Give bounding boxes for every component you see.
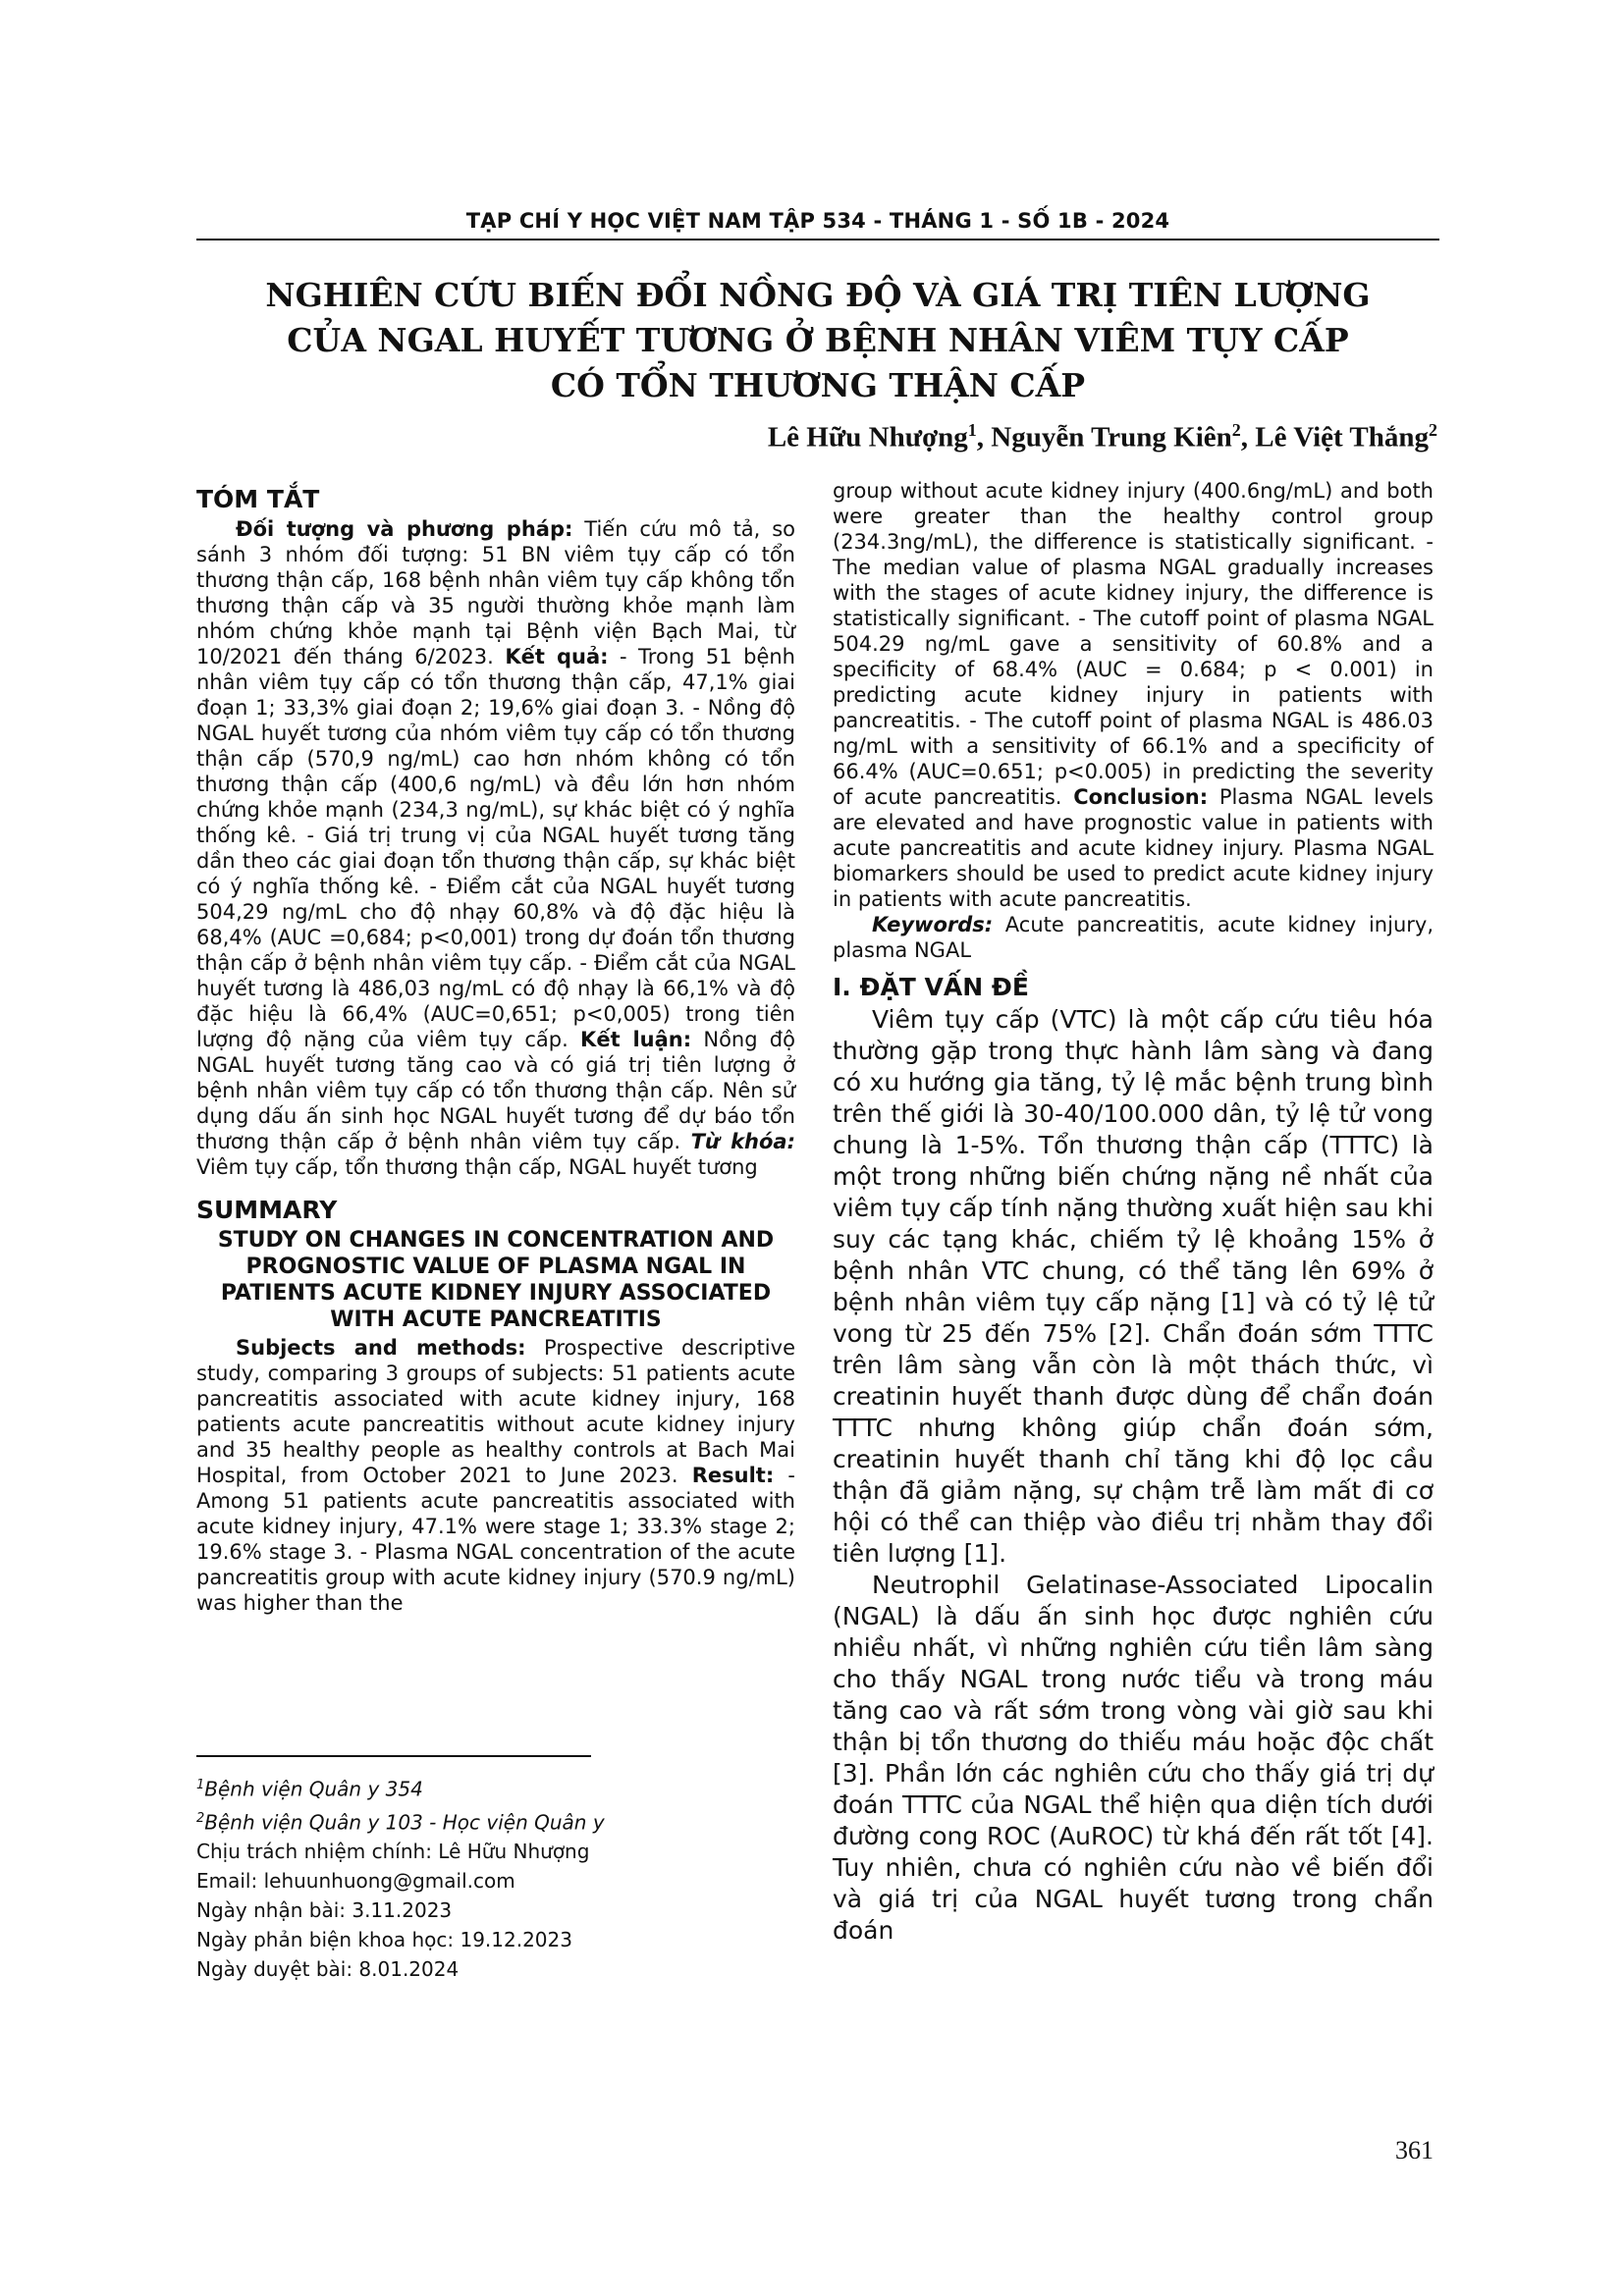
article-title bbox=[216, 273, 1420, 408]
en-keywords-label: Keywords: bbox=[872, 913, 994, 936]
vn-results-text: - Trong 51 bệnh nhân viêm tụy cấp có tổn thương thận cấp, 47,1% giai đoạn 1; 33,3% giai đoạn 2; 19,6% giai đoạn 3. - Nồng độ NGAL huyết tương của nhóm viêm tụy cấp có tổn thương thận cấp (570,9 ng/mL) cao hơn nhóm không có tổn thương thận cấp (400,6 ng/mL) và đều lớn hơn nhóm chứng khỏe mạnh (234,3 ng/mL), sự khác biệt có ý nghĩa thống kê. - Giá trị trung vị của NGAL huyết tương tăng dần theo các giai đoạn tổn thương thận cấp, sự khác biệt có ý nghĩa thống kê. - Điểm cắt của NGAL huyết tương 504,29 ng/mL cho độ nhạy 60,8% và độ đặc hiệu là 68,4% (AUC =0,684; p<0,001) trong dự đoán tổn thương thận cấp ở bệnh nhân viêm tụy cấp. - Điểm cắt của NGAL huyết tương là 486,03 ng/mL có độ nhạy là 66,1% và độ đặc hiệu là 66,4% (AUC=0,651; p<0,005) trong tiên lượng độ nặng của viêm tụy cấp. bbox=[196, 645, 795, 1051]
en-conclusion-text: Plasma NGAL levels are elevated and have prognostic value in patients with acute pancreatitis and acute kidney injury. Plasma NGAL biomarkers should be used to predict acute kidney injury in patients with acute pancreatitis. bbox=[833, 785, 1434, 911]
footnote-email: Email: lehuunhuong@gmail.com bbox=[196, 1869, 515, 1894]
section-1-paragraph-1: Viêm tụy cấp (VTC) là một cấp cứu tiêu hóa thường gặp trong thực hành lâm sàng và đang có xu hướng gia tăng, tỷ lệ mắc bệnh trung bình trên thế giới là 30-40/100.000 dân, tỷ lệ tử vong chung là 1-5%. Tổn thương thận cấp (TTTC) là một trong những biến chứng nặng nề nhất của viêm tụy cấp tính nặng thường xuất hiện sau khi suy các tạng khác, chiếm tỷ lệ khoảng 15% ở bệnh nhân VTC chung, có thể tăng lên 69% ở bệnh nhân viêm tụy cấp nặng [1] và có tỷ lệ tử vong từ 25 đến 75% [2]. Chẩn đoán sớm TTTC trên lâm sàng vẫn còn là một thách thức, vì creatinin huyết thanh được dùng để chẩn đoán TTTC nhưng không giúp chẩn đoán sớm, creatinin huyết thanh chỉ tăng khi độ lọc cầu thận đã giảm nặng, sự chậm trễ làm mất đi cơ hội có thể can thiệp vào điều trị nhằm thay đổi tiên lượng [1]. bbox=[833, 1005, 1434, 1568]
section-1-heading: I. ĐẶT VẤN ĐỀ bbox=[833, 973, 1029, 1001]
en-results-text-left: - Among 51 patients acute pancreatitis associated with acute kidney injury, 47.1% were stage 1; 33.3% stage 2; 19.6% stage 3. - Plasma NGAL concentration of the acute pancreatitis group with acute kidney injury (570.9 ng/mL) was higher than the bbox=[196, 1464, 795, 1615]
page-number: 361 bbox=[1395, 2136, 1434, 2164]
vn-results-label: Kết quả: bbox=[505, 645, 609, 668]
en-keywords-text: Acute pancreatitis, acute kidney injury, plasma NGAL bbox=[833, 913, 1434, 962]
vn-keywords-label: Từ khóa: bbox=[690, 1130, 795, 1153]
en-results-text-right: group without acute kidney injury (400.6ng/mL) and both were greater than the healthy control group (234.3ng/mL), the difference is statistically significant. - The median value of plasma NGAL gradually increases with the stages of acute kidney injury, the difference is statistically significant. - The cutoff point of plasma NGAL 504.29 ng/mL gave a sensitivity of 60.8% and a specificity of 68.4% (AUC = 0.684; p < 0.001) in predicting acute kidney injury in patients with pancreatitis. - The cutoff point of plasma NGAL is 486.03 ng/mL with a sensitivity of 66.1% and a specificity of 66.4% (AUC=0.651; p<0.005) in predicting the severity of acute pancreatitis. bbox=[833, 479, 1434, 809]
right-column bbox=[833, 478, 1434, 1947]
author-3-affil: 2 bbox=[1429, 420, 1437, 440]
footnotes bbox=[196, 1771, 795, 1984]
en-methods-label: Subjects and methods: bbox=[236, 1336, 526, 1360]
summary-body-left bbox=[196, 1335, 795, 1616]
journal-header: TẠP CHÍ Y HỌC VIỆT NAM TẬP 534 - THÁNG 1 - SỐ 1B - 2024 bbox=[465, 209, 1170, 233]
section-1-paragraph-2: Neutrophil Gelatinase-Associated Lipocalin (NGAL) là dấu ấn sinh học được nghiên cứu nhiều nhất, vì những nghiên cứu tiền lâm sàng cho thấy NGAL trong nước tiểu và trong máu tăng cao và rất sớm trong vòng vài giờ sau khi thận bị tổn thương do thiếu máu hoặc độc chất [3]. Phần lớn các nghiên cứu cho thấy giá trị dự đoán TTTC của NGAL thể hiện qua diện tích dưới đường cong ROC (AuROC) từ khá đến rất tốt [4]. Tuy nhiên, chưa có nghiên cứu nào về biến đổi và giá trị của NGAL huyết tương trong chẩn đoán bbox=[833, 1571, 1434, 1945]
en-keywords bbox=[833, 912, 1434, 963]
summary-body-right bbox=[833, 478, 1434, 912]
en-conclusion-label: Conclusion: bbox=[1073, 785, 1209, 809]
author-2-affil: 2 bbox=[1231, 420, 1241, 440]
footnote-reviewed: Ngày phản biện khoa học: 19.12.2023 bbox=[196, 1928, 572, 1952]
vn-conclusion-label: Kết luận: bbox=[580, 1028, 692, 1051]
author-3: Lê Việt Thắng bbox=[1255, 421, 1429, 454]
author-2: Nguyễn Trung Kiên bbox=[991, 421, 1232, 454]
footnote-received: Ngày nhận bài: 3.11.2023 bbox=[196, 1898, 453, 1923]
summary-title: STUDY ON CHANGES IN CONCENTRATION AND PROGNOSTIC VALUE OF PLASMA NGAL IN PATIENTS ACUTE KIDNEY INJURY ASSOCIATED WITH ACUTE PANCREATITIS bbox=[217, 1228, 775, 1332]
title-line-3: CÓ TỔN THƯƠNG THẬN CẤP bbox=[550, 366, 1086, 404]
vn-conclusion-text: Nồng độ NGAL huyết tương tăng cao và có giá trị tiên lượng ở bệnh nhân viêm tụy cấp có tổn thương thận cấp. Nên sử dụng dấu ấn sinh học NGAL huyết tương để dự báo tổn thương thận cấp ở bệnh nhân viêm tụy cấp. bbox=[196, 1028, 795, 1153]
footnote-responsible: Chịu trách nhiệm chính: Lê Hữu Nhượng bbox=[196, 1840, 590, 1864]
footnote-affiliation-1: $^1$Bệnh viện Quân y 354 bbox=[196, 1777, 423, 1801]
vn-methods-label: Đối tượng và phương pháp: bbox=[236, 517, 573, 541]
author-sep: , bbox=[976, 421, 992, 454]
author-sep: , bbox=[1240, 421, 1256, 454]
abstract-vn-heading: TÓM TẮT bbox=[196, 485, 320, 513]
title-line-2: CỦA NGAL HUYẾT TƯƠNG Ở BỆNH NHÂN VIÊM TỤY CẤP bbox=[287, 321, 1349, 359]
authors-line bbox=[768, 420, 1437, 454]
author-1-affil: 1 bbox=[967, 420, 977, 440]
vn-keywords-text: Viêm tụy cấp, tổn thương thận cấp, NGAL huyết tương bbox=[196, 1155, 758, 1179]
en-results-label: Result: bbox=[691, 1464, 775, 1487]
title-line-1: NGHIÊN CỨU BIẾN ĐỔI NỒNG ĐỘ VÀ GIÁ TRỊ TIÊN LƯỢNG bbox=[265, 276, 1371, 314]
header-rule bbox=[196, 239, 1439, 240]
footnote-affiliation-2: $^2$Bệnh viện Quân y 103 - Học viện Quân y bbox=[196, 1810, 605, 1835]
vn-methods-text: Tiến cứu mô tả, so sánh 3 nhóm đối tượng: 51 BN viêm tụy cấp có tổn thương thận cấp, 168 bệnh nhân viêm tụy cấp không tổn thương thận cấp và 35 người thường khỏe mạnh làm nhóm chứng khỏe mạnh tại Bệnh viện Bạch Mai, từ 10/2021 đến tháng 6/2023. bbox=[196, 517, 795, 668]
author-1: Lê Hữu Nhượng bbox=[767, 421, 968, 454]
left-column bbox=[196, 481, 795, 1616]
footnote-rule bbox=[196, 1755, 591, 1757]
en-methods-text: Prospective descriptive study, comparing 3 groups of subjects: 51 patients acute pancreatitis associated with acute kidney injury, 168 patients acute pancreatitis without acute kidney injury and 35 healthy people as healthy controls at Bach Mai Hospital, from October 2021 to June 2023. bbox=[196, 1336, 795, 1487]
summary-heading: SUMMARY bbox=[196, 1196, 338, 1224]
footnote-accepted: Ngày duyệt bài: 8.01.2024 bbox=[196, 1957, 460, 1982]
abstract-vn-body bbox=[196, 516, 795, 1180]
